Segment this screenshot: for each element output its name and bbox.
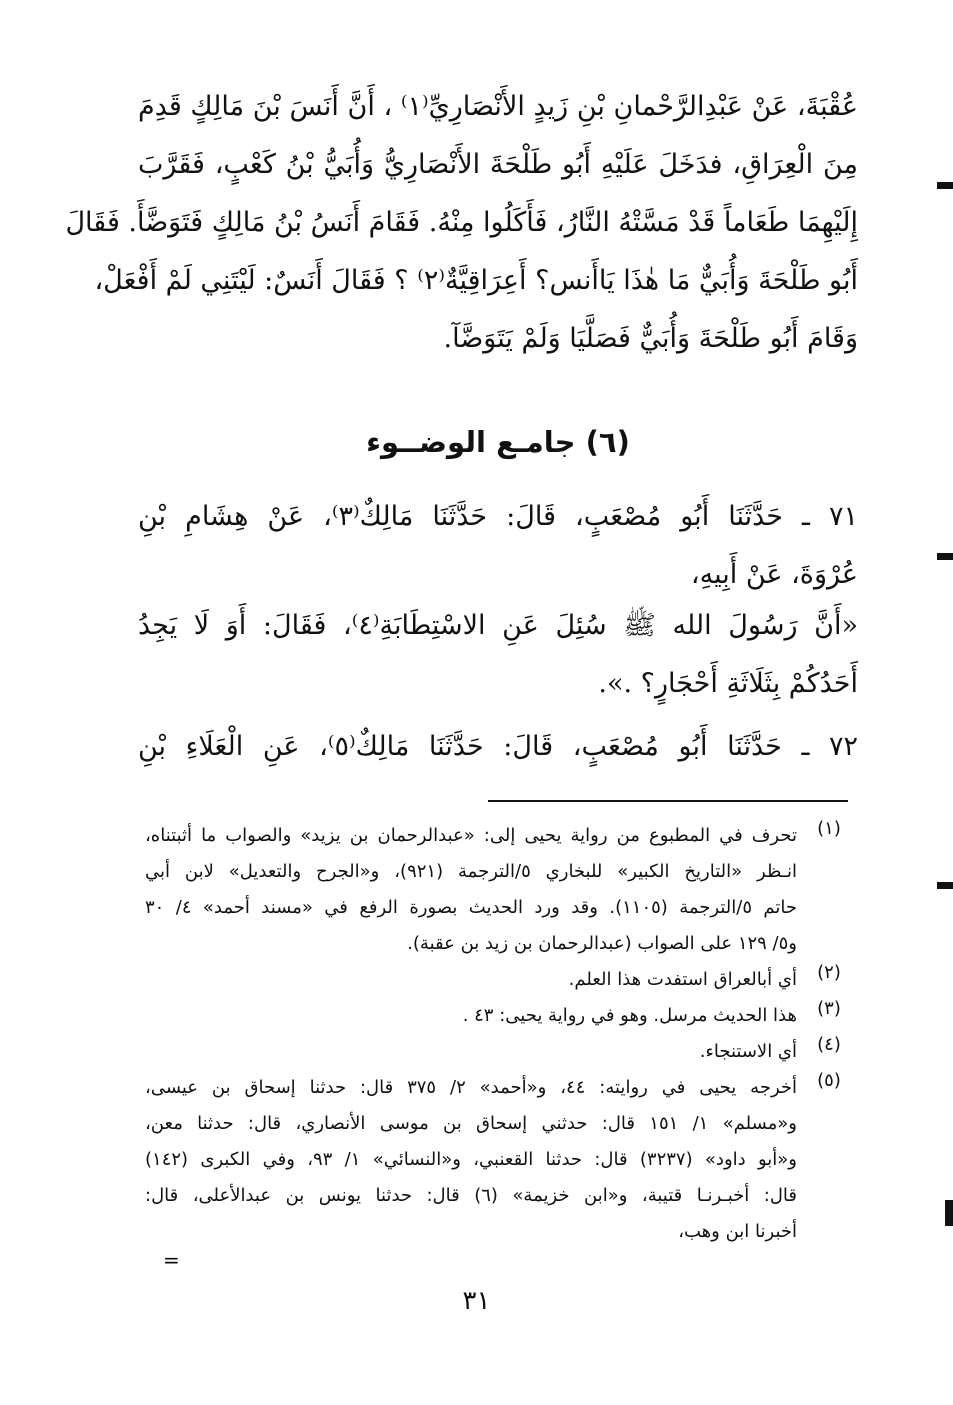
text-line: عُرْوَةَ، عَنْ أَبِيهِ،	[690, 559, 858, 590]
footnote-line: تحرف في المطبوع من رواية يحيى إلى: «عبدالرحمان بن يزيد» والصواب ما أثبتناه،	[145, 825, 797, 846]
footnote-line: أخبرنا ابن وهب،	[678, 1221, 797, 1242]
text-line: عُقْبَةَ، عَنْ عَبْدِالرَّحْمانِ بْنِ زَيدٍ الأَنْصَارِيِّ⁽١⁾ ، أَنَّ أَنَسَ بْنَ مَالِكٍ قَدِمَ	[138, 91, 858, 122]
footnote-2	[145, 962, 851, 998]
hadith-72-isnad	[138, 718, 858, 776]
footnote-line: و٥/ ١٢٩ على الصواب (عبدالرحمان بن زيد بن عقبة).	[407, 933, 797, 954]
text-line: ٧١ ـ حَدَّثَنَا أَبُو مُصْعَبٍ، قَالَ: حَدَّثَنَا مَالِكٌ⁽٣⁾، عَنْ هِشَامِ بْنِ	[138, 501, 859, 532]
text-line: أَحَدُكُمْ بِثَلَاثَةِ أَحْجَارٍ؟ .».	[598, 668, 858, 699]
continuation-mark: =	[163, 1248, 180, 1272]
page-number: ٣١	[462, 1286, 491, 1316]
hadith-71-matn	[138, 597, 858, 713]
footnote-line: هذا الحديث مرسل. وهو في رواية يحيى: ٤٣ .	[462, 1005, 797, 1026]
margin-mark	[937, 553, 953, 560]
footnote-line: أي الاستنجاء.	[699, 1041, 797, 1062]
footnote-1	[145, 818, 851, 962]
footnote-line: و«مسلم» ١/ ١٥١ قال: حدثني إسحاق بن موسى الأنصاري، قال: حدثنا معن،	[145, 1113, 797, 1134]
footnote-line: أي أبالعراق استفدت هذا العلم.	[568, 969, 797, 990]
section-heading: (٦) جامـع الوضــوء	[366, 425, 630, 459]
footnotes	[145, 818, 851, 1250]
footnote-number: (١)	[817, 818, 841, 839]
margin-mark	[945, 1200, 953, 1226]
text-line: «أَنَّ رَسُولَ الله ﷺ سُئِلَ عَنِ الاسْتِطَابَةِ⁽٤⁾، فَقَالَ: أَوَ لَا يَجِدُ	[138, 610, 858, 641]
footnote-5	[145, 1070, 851, 1250]
footnote-line: أخرجه يحيى في روايته: ٤٤، و«أحمد» ٢/ ٣٧٥ قال: حدثنا إسحاق بن عيسى،	[145, 1077, 798, 1098]
margin-mark	[937, 882, 953, 889]
footnote-4	[145, 1034, 851, 1070]
footnote-number: (٥)	[817, 1070, 841, 1091]
text-line: ٧٢ ـ حَدَّثَنَا أَبُو مُصْعَبٍ، قَالَ: حَدَّثَنَا مَالِكٌ⁽٥⁾، عَنِ الْعَلَاءِ بْنِ	[138, 731, 859, 762]
text-line: إِلَيْهِمَا طَعَاماً قَدْ مَسَّتْهُ النَّارُ، فَأَكَلُوا مِنْهُ. فَقَامَ أَنَسُ بْنُ مَالِكٍ فَتَوَضَّأَ. فَقَالَ	[65, 207, 858, 238]
text-line: مِنَ الْعِرَاقِ، فدَخَلَ عَلَيْهِ أَبُو طَلْحَةَ الأَنْصَارِيُّ وَأُبَيُّ بْنُ كَعْبٍ، فَقَرَّبَ	[138, 149, 858, 180]
footnote-line: انـظر «التاريخ الكبير» للبخاري ٥/الترجمة (٩٢١)، و«الجرح والتعديل» لابن أبي	[145, 861, 797, 882]
footnote-line: حاتم ٥/الترجمة (١١٠٥). وقد ورد الحديث بصورة الرفع في «مسند أحمد» ٤/ ٣٠	[145, 897, 798, 918]
footnote-number: (٢)	[817, 962, 841, 983]
footnote-number: (٣)	[817, 998, 841, 1019]
footnote-line: و«أبو داود» (٣٢٣٧) قال: حدثنا القعنبي، و«النسائي» ١/ ٩٣، وفي الكبرى (١٤٢)	[145, 1149, 797, 1170]
main-paragraph	[65, 78, 858, 368]
footnote-divider	[488, 800, 848, 802]
text-line: وَقَامَ أَبُو طَلْحَةَ وَأُبَيٌّ فَصَلَّيَا وَلَمْ يَتَوَضَّآ.	[443, 323, 858, 354]
footnote-line: قال: أخبـرنـا قتيبة، و«ابن خزيمة» (٦) قال: حدثنا يونس بن عبدالأعلى، قال:	[145, 1185, 797, 1206]
footnote-number: (٤)	[817, 1034, 841, 1055]
hadith-71-isnad	[138, 488, 858, 604]
margin-mark	[937, 182, 953, 189]
text-line: أَبُو طَلْحَةَ وَأُبَيٌّ مَا هٰذَا يَاأَنس؟ أَعِرَاقِيَّةٌ⁽٢⁾ ؟ فَقَالَ أَنَسٌ: لَيْتَنِي لَمْ أَفْعَلْ،	[94, 265, 858, 296]
footnote-3	[145, 998, 851, 1034]
